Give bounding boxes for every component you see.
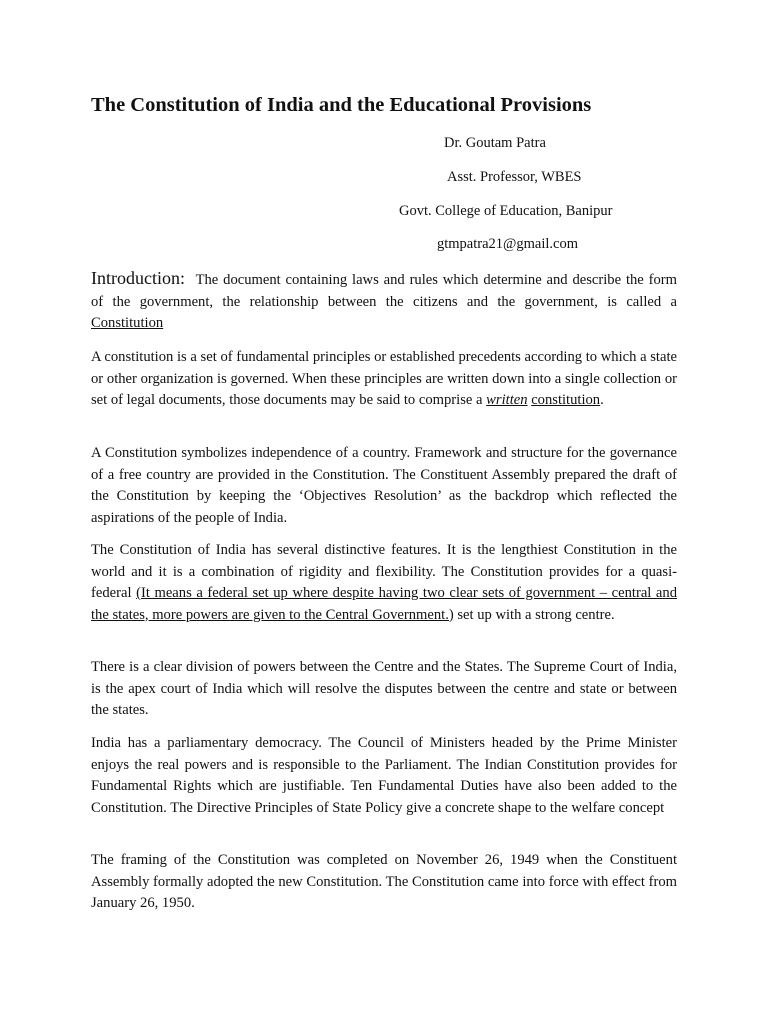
p4-after: set up with a strong centre. bbox=[457, 606, 615, 623]
intro-text: The document containing laws and rules which determine and describe the form of the government, the relationship between the citizens and the government, is called a bbox=[91, 272, 678, 310]
paragraph-6: India has a parliamentary democracy. The Council of Ministers headed by the Prime Minister enjoys the real powers and is responsible to the Parliament. The Indian Constitution provides for Fundamental Rights which are justifiable. Ten Fundamental Duties have also been added to the Constitution. The Directive Principles of State Policy give a concrete shape to the welfare concept bbox=[91, 735, 677, 816]
author-name: Dr. Goutam Patra bbox=[444, 135, 546, 151]
intro-link-word: Constitution bbox=[91, 315, 164, 331]
paragraph-3: A Constitution symbolizes independence of a country. Framework and structure for the governance of a free country are provided in the Constitution. The Constituent Assembly prepared the draft of the Constitution by keeping the ‘Objectives Resolution’ as the backdrop which reflected the aspirations of the people of India. bbox=[91, 445, 677, 526]
paragraph-4 bbox=[91, 540, 677, 626]
p2-italic: written bbox=[486, 392, 528, 408]
paragraph-7: The framing of the Constitution was completed on November 26, 1949 when the Constituent Assembly formally adopted the new Constitution. The Constitution came into force with effect from January 26, 1950. bbox=[91, 852, 677, 911]
paragraph-2 bbox=[91, 347, 677, 412]
p4-underlined: (It means a federal set up where despite having two clear sets of government – central and the states, more powers are given to the Central Government.) bbox=[91, 585, 678, 623]
author-designation: Asst. Professor, WBES bbox=[447, 169, 582, 185]
p2-before: A constitution is a set of fundamental principles or established precedents according to which a state or other organization is governed. When these principles are written down into a single collection or set of legal documents, those documents may be said to comprise a bbox=[91, 349, 677, 408]
p2-underlined: constitution bbox=[531, 392, 601, 408]
p4-before: The Constitution of India has several distinctive features. It is the lengthiest Constitution in the world and it is a combination of rigidity and flexibility. The Constitution provides for a quasi-federal bbox=[91, 542, 677, 601]
paragraph-5: There is a clear division of powers between the Centre and the States. The Supreme Court of India, is the apex court of India which will resolve the disputes between the centre and state or between the states. bbox=[91, 659, 677, 718]
intro-paragraph bbox=[91, 268, 677, 335]
author-institution: Govt. College of Education, Banipur bbox=[399, 203, 613, 219]
document-title: The Constitution of India and the Educational Provisions bbox=[91, 94, 592, 116]
author-email: gtmpatra21@gmail.com bbox=[437, 236, 578, 252]
intro-heading: Introduction: bbox=[91, 268, 185, 288]
p2-after: . bbox=[600, 392, 604, 408]
